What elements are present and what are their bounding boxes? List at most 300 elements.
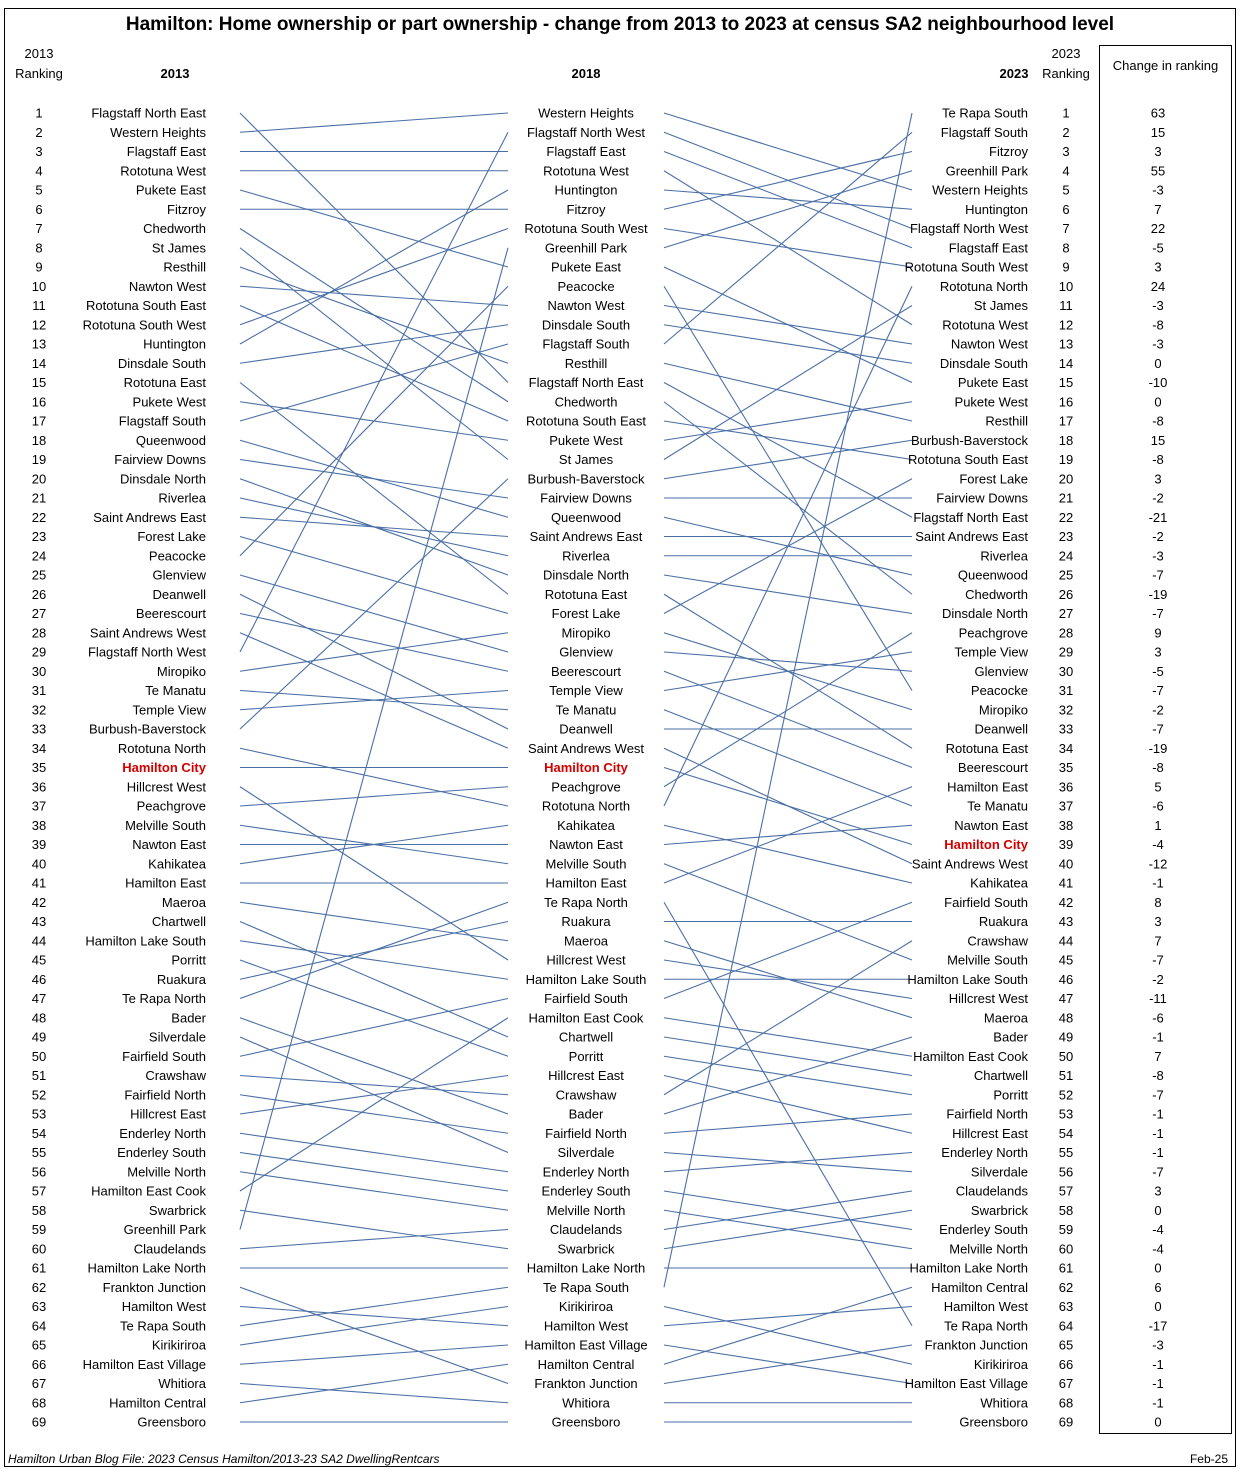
rank-2023-label: 2 <box>1062 124 1070 140</box>
name-2013-label: Whitiora <box>158 1376 206 1391</box>
name-2023-label: Rototuna South West <box>904 259 1028 275</box>
connector-2018-2023 <box>664 402 912 441</box>
rank-2013-label: 6 <box>35 201 43 217</box>
name-2018-label: Flagstaff East <box>546 144 626 159</box>
change-value-label: -2 <box>1152 702 1164 718</box>
name-2013-label: Dinsdale North <box>120 471 206 487</box>
rank-2023-label: 45 <box>1058 952 1074 968</box>
rank-2013-label: 54 <box>31 1125 47 1141</box>
name-2018-label: Hamilton Lake North <box>526 1260 646 1276</box>
name-2018-label: Glenview <box>559 644 613 660</box>
rank-2023-label: 42 <box>1058 894 1074 910</box>
change-value-label: 8 <box>1154 894 1162 910</box>
name-2023-label: Saint Andrews East <box>915 529 1028 544</box>
name-2018-label: Silverdale <box>557 1145 615 1160</box>
change-value-label: -4 <box>1152 1241 1164 1257</box>
name-2013-label: Flagstaff North West <box>87 644 206 660</box>
name-2023-label: Saint Andrews West <box>911 856 1028 872</box>
rank-2013-label: 63 <box>31 1299 47 1314</box>
name-2013-label: Fairview Downs <box>114 452 206 467</box>
name-2018-label: Queenwood <box>550 509 622 525</box>
name-2018-label: St James <box>558 452 614 467</box>
name-2023-label: Hillcrest East <box>952 1125 1028 1141</box>
change-value-label: 3 <box>1154 259 1162 275</box>
connector-2018-2023 <box>664 421 912 460</box>
name-2018-label: Flagstaff North East <box>528 375 644 390</box>
rank-2023-label: 5 <box>1062 182 1070 198</box>
name-2013-label: Rototuna East <box>123 375 206 390</box>
rank-2013-label: 66 <box>31 1356 47 1372</box>
rank-2023-label: 25 <box>1058 567 1074 583</box>
name-2023-label: Kahikatea <box>970 875 1028 891</box>
change-value-label: -7 <box>1152 1087 1164 1103</box>
rank-2023-label: 6 <box>1062 201 1070 217</box>
change-value-label: -8 <box>1152 760 1164 775</box>
rank-2023-label: 55 <box>1058 1145 1074 1160</box>
name-2013-label: Fairfield North <box>124 1087 206 1103</box>
rank-2013-label: 16 <box>31 394 47 410</box>
connector-2013-2018 <box>240 286 508 305</box>
name-2023-label: Flagstaff North West <box>909 221 1028 236</box>
rank-2013-label: 48 <box>31 1010 47 1026</box>
name-2013-label: Fairfield South <box>122 1048 206 1064</box>
name-2018-label: Dinsdale North <box>543 567 629 583</box>
rank-2013-label: 28 <box>31 625 47 641</box>
name-2018-label: Fitzroy <box>566 201 606 217</box>
name-2023-label: Enderley North <box>941 1145 1028 1160</box>
rank-2023-label: 15 <box>1058 375 1074 390</box>
rank-2013-label: 9 <box>35 259 43 275</box>
rank-2013-label: 67 <box>31 1376 47 1391</box>
name-2013-label: Western Heights <box>110 124 206 140</box>
change-value-label: -3 <box>1152 1337 1164 1353</box>
rank-2013-label: 14 <box>31 355 47 371</box>
name-2023-label: Chartwell <box>973 1068 1028 1083</box>
name-2023-label: Silverdale <box>970 1164 1028 1180</box>
change-value-label: -6 <box>1152 1010 1164 1026</box>
connector-2013-2018 <box>240 1364 508 1403</box>
rank-2013-label: 46 <box>31 971 47 987</box>
name-2018-label: Melville North <box>546 1202 626 1218</box>
connector-2018-2023 <box>664 113 912 1287</box>
connector-2018-2023 <box>664 1076 912 1134</box>
change-value-label: 63 <box>1150 105 1166 121</box>
rank-2023-label: 56 <box>1058 1164 1074 1180</box>
rank-2013-label: 57 <box>31 1183 47 1199</box>
name-2018-label: Melville South <box>545 856 627 872</box>
name-2013-label: Hamilton East <box>125 875 206 891</box>
rank-2023-label: 47 <box>1058 991 1074 1006</box>
rank-2013-label: 17 <box>31 413 47 429</box>
name-2018-label: Huntington <box>554 182 618 198</box>
name-2018-label: Porritt <box>568 1048 604 1064</box>
rank-2013-label: 11 <box>32 298 46 313</box>
change-value-label: -1 <box>1152 1145 1164 1160</box>
name-2013-label: Claudelands <box>133 1241 206 1257</box>
rank-2023-label: 7 <box>1062 221 1070 236</box>
rank-2013-label: 37 <box>31 798 47 814</box>
rank-2013-label: 21 <box>31 490 47 506</box>
connector-2013-2018 <box>240 787 508 806</box>
name-2013-label: Pukete West <box>132 394 206 410</box>
connector-2018-2023 <box>664 864 912 960</box>
name-2013-label: Porritt <box>171 952 206 968</box>
rank-2023-label: 62 <box>1058 1279 1074 1295</box>
name-2013-label: Saint Andrews West <box>89 625 206 641</box>
name-2013-label: Fitzroy <box>167 201 206 217</box>
change-value-label: -1 <box>1152 875 1164 891</box>
rank-2023-label: 14 <box>1058 355 1074 371</box>
name-2013-label: Rototuna South East <box>86 298 206 313</box>
chart-title: Hamilton: Home ownership or part ownership - change from 2013 to 2023 at census SA2 neighbourhood level <box>125 14 1115 35</box>
change-value-label: -1 <box>1152 1395 1164 1411</box>
rank-2023-label: 9 <box>1062 259 1070 275</box>
change-value-label: 55 <box>1150 163 1166 179</box>
rank-2013-label: 3 <box>35 144 43 159</box>
name-2013-label: Pukete East <box>135 182 206 198</box>
name-2023-label: Hamilton West <box>943 1299 1028 1314</box>
name-2023-label: Te Rapa North <box>944 1318 1028 1334</box>
name-2023-label: Rototuna South East <box>908 452 1028 467</box>
rank-2013-label: 40 <box>31 856 47 872</box>
name-2023-label: Te Manatu <box>967 798 1028 814</box>
name-2018-label: Claudelands <box>549 1222 623 1237</box>
name-2023-label: Rototuna North <box>939 278 1028 294</box>
rank-2013-label: 13 <box>31 336 47 352</box>
name-2013-label: Hamilton Central <box>109 1395 206 1411</box>
name-2013-label: Hillcrest East <box>130 1106 206 1122</box>
name-2023-label: Ruakura <box>978 914 1028 929</box>
connector-2013-2018 <box>240 999 508 1057</box>
name-2023-label: Resthill <box>985 413 1028 429</box>
name-2013-label: Nawton West <box>128 278 206 294</box>
name-2023-label: Chedworth <box>965 586 1028 602</box>
rank-2023-label: 66 <box>1058 1356 1074 1372</box>
rank-2013-label: 33 <box>31 721 47 737</box>
name-2013-label: Melville South <box>125 817 206 833</box>
name-2023-label: Crawshaw <box>967 933 1028 949</box>
rank-2023-label: 48 <box>1058 1010 1074 1026</box>
rank-2023-label: 43 <box>1058 914 1074 929</box>
rank-2013-label: 34 <box>31 740 47 756</box>
connector-2018-2023 <box>664 633 912 787</box>
name-2013-label: Enderley South <box>117 1145 206 1160</box>
rank-2023-label: 36 <box>1058 779 1074 795</box>
name-2023-label: Flagstaff North East <box>913 509 1028 525</box>
name-2013-label: Temple View <box>132 702 206 718</box>
connector-2013-2018 <box>240 1287 508 1326</box>
name-2018-label: Hamilton Central <box>537 1356 635 1372</box>
rank-2023-label: 4 <box>1062 163 1070 179</box>
name-2013-label: Hamilton West <box>121 1299 206 1314</box>
name-2018-label: Bader <box>568 1106 604 1122</box>
rank-2013-label: 51 <box>31 1068 47 1083</box>
rank-2023-label: 61 <box>1058 1260 1074 1276</box>
change-value-label: -2 <box>1152 529 1164 544</box>
rank-2023-label: 49 <box>1058 1029 1074 1045</box>
rank-2013-label: 25 <box>31 567 47 583</box>
name-2023-label: Hamilton Central <box>931 1279 1028 1295</box>
name-2013-label: Riverlea <box>158 490 206 506</box>
name-2023-label: Fairfield North <box>946 1106 1028 1122</box>
change-value-label: -7 <box>1152 1164 1164 1180</box>
connector-2013-2018 <box>240 1384 508 1403</box>
connector-2013-2018 <box>240 902 508 998</box>
change-value-label: -1 <box>1152 1356 1164 1372</box>
name-2023-label: Beerescourt <box>957 760 1028 775</box>
name-2013-label: Ruakura <box>156 971 206 987</box>
change-value-label: 0 <box>1154 1202 1162 1218</box>
connector-2013-2018 <box>240 1307 508 1326</box>
rank-2013-label: 53 <box>31 1106 47 1122</box>
rank-2013-label: 44 <box>31 933 47 949</box>
rank-2023-label: 60 <box>1058 1241 1074 1257</box>
rank-2023-label: 64 <box>1058 1318 1074 1334</box>
rank-2023-label: 40 <box>1058 856 1074 872</box>
name-2018-label: Hamilton West <box>543 1318 629 1334</box>
rank-2023-label: 59 <box>1058 1222 1074 1237</box>
change-value-label: 3 <box>1154 144 1162 159</box>
name-2018-label: Western Heights <box>538 105 634 121</box>
connector-2018-2023 <box>664 383 912 518</box>
name-2018-label: Hamilton City <box>544 760 628 775</box>
name-2023-label: Temple View <box>954 644 1028 660</box>
rank-2023-label: 21 <box>1058 490 1074 506</box>
change-value-label: 5 <box>1154 779 1162 795</box>
connector-2018-2023 <box>664 1018 912 1057</box>
connector-2013-2018 <box>240 1076 508 1095</box>
connector-2013-2018 <box>240 1172 508 1211</box>
connector-2018-2023 <box>664 1037 912 1114</box>
connector-2013-2018 <box>240 286 508 556</box>
name-2018-label: Te Rapa North <box>544 894 628 910</box>
rank-2013-label: 32 <box>31 702 47 718</box>
change-value-label: -5 <box>1152 663 1164 679</box>
rank-2023-label: 52 <box>1058 1087 1074 1103</box>
connector-2013-2018 <box>240 248 508 1230</box>
name-2013-label: Te Manatu <box>145 683 206 698</box>
name-2018-label: Hamilton Lake South <box>525 971 647 987</box>
name-2023-label: Greensboro <box>959 1414 1028 1430</box>
name-2018-label: Temple View <box>549 683 623 698</box>
name-2018-label: Rototuna West <box>543 163 629 179</box>
rank-2013-label: 23 <box>31 529 47 544</box>
name-2023-label: Frankton Junction <box>924 1337 1028 1353</box>
name-2018-label: Whitiora <box>562 1395 610 1411</box>
name-2023-label: Maeroa <box>983 1010 1028 1026</box>
name-2018-label: Maeroa <box>563 933 609 949</box>
rank-2013-label: 30 <box>31 663 47 679</box>
name-2023-label: Hamilton Lake North <box>909 1260 1028 1276</box>
rank-2023-label: 3 <box>1062 144 1070 159</box>
name-2023-label: Deanwell <box>974 721 1028 737</box>
connector-2018-2023 <box>664 1114 912 1133</box>
rank-2023-label: 31 <box>1058 683 1074 698</box>
name-2023-label: Hamilton Lake South <box>907 971 1028 987</box>
name-2018-label: Nawton West <box>547 298 625 313</box>
rank-2023-label: 20 <box>1058 471 1074 487</box>
rank-2023-label: 17 <box>1058 413 1074 429</box>
change-value-label: -1 <box>1152 1376 1164 1391</box>
name-2023-label: Dinsdale North <box>942 606 1028 621</box>
name-2013-label: Greensboro <box>137 1414 206 1430</box>
rank-2023-label: 50 <box>1058 1048 1074 1064</box>
name-2013-label: Miropiko <box>156 663 206 679</box>
change-value-label: 0 <box>1154 394 1162 410</box>
rank-2023-label: 51 <box>1058 1068 1074 1083</box>
name-2023-label: Nawton East <box>954 817 1028 833</box>
change-value-label: 0 <box>1154 1260 1162 1276</box>
connector-2013-2018 <box>240 479 508 729</box>
name-2023-label: Claudelands <box>955 1183 1028 1199</box>
change-value-label: -12 <box>1148 856 1168 872</box>
name-2013-label: Rototuna West <box>120 163 206 179</box>
connector-2018-2023 <box>664 363 912 421</box>
name-2018-label: Deanwell <box>559 721 613 737</box>
rank-2013-label: 27 <box>31 606 47 621</box>
connector-2013-2018 <box>240 229 508 325</box>
name-2023-label: Te Rapa South <box>941 105 1028 121</box>
connector-2018-2023 <box>664 671 912 767</box>
name-2013-label: Flagstaff East <box>126 144 206 159</box>
rank-2023-label: 46 <box>1058 971 1074 987</box>
name-2023-label: Nawton West <box>950 336 1028 352</box>
connector-2013-2018 <box>240 1133 508 1172</box>
connector-2018-2023 <box>664 902 912 998</box>
rank-2023-label: 30 <box>1058 663 1074 679</box>
name-2013-label: Hamilton East Cook <box>91 1183 206 1199</box>
connector-2018-2023 <box>664 1307 912 1326</box>
name-2013-label: Enderley North <box>119 1125 206 1141</box>
change-value-label: -6 <box>1152 798 1164 814</box>
name-2023-label: Queenwood <box>957 567 1028 583</box>
rank-2023-label: 35 <box>1058 760 1074 775</box>
rank-2013-label: 42 <box>31 894 47 910</box>
connector-2013-2018 <box>240 344 508 421</box>
rank-2013-label: 59 <box>31 1222 47 1237</box>
rank-2013-label: 49 <box>31 1029 47 1045</box>
name-2023-label: Kirikiriroa <box>973 1356 1028 1372</box>
col-2013-header: 2013 <box>160 66 190 81</box>
connector-2018-2023 <box>664 229 912 268</box>
name-2023-label: Glenview <box>974 663 1028 679</box>
name-2013-label: Crawshaw <box>145 1068 206 1083</box>
name-2023-label: Whitiora <box>980 1395 1028 1411</box>
connector-2013-2018 <box>240 190 508 267</box>
rank-2023-label: 11 <box>1059 298 1073 313</box>
name-2018-label: Beerescourt <box>550 663 622 679</box>
rank-2013-label: 50 <box>31 1048 47 1064</box>
change-value-label: 7 <box>1154 1048 1162 1064</box>
connector-2013-2018 <box>240 325 508 364</box>
rank-2013-label: 62 <box>31 1279 47 1295</box>
change-value-label: -8 <box>1152 452 1164 467</box>
name-2013-label: Melville North <box>127 1164 206 1180</box>
rank-2013-label: 47 <box>31 991 47 1006</box>
name-2023-label: Flagstaff South <box>940 124 1028 140</box>
rank-2013-label: 12 <box>31 317 47 333</box>
name-2023-label: Hamilton East Village <box>904 1376 1028 1391</box>
connector-2013-2018 <box>240 460 508 499</box>
change-value-label: 22 <box>1150 221 1166 236</box>
connector-2018-2023 <box>664 286 912 806</box>
name-2018-label: Ruakura <box>561 914 611 929</box>
connector-2013-2018 <box>240 594 508 729</box>
name-2023-label: Fairfield South <box>944 894 1028 910</box>
rank-2023-label: 38 <box>1058 817 1074 833</box>
change-value-label: -21 <box>1148 509 1168 525</box>
rank-2013-label: 4 <box>35 163 43 179</box>
change-value-label: -17 <box>1148 1318 1168 1334</box>
footer-date: Feb-25 <box>1189 1452 1228 1466</box>
name-2013-label: Maeroa <box>161 894 206 910</box>
name-2023-label: Bader <box>993 1029 1028 1045</box>
name-2018-label: Enderley North <box>542 1164 630 1180</box>
connector-2013-2018 <box>240 633 508 672</box>
change-value-label: -7 <box>1152 721 1164 737</box>
name-2018-label: Saint Andrews West <box>527 740 645 756</box>
name-2023-label: Pukete East <box>957 375 1028 390</box>
name-2018-label: Nawton East <box>549 837 623 852</box>
connector-2013-2018 <box>240 1287 508 1383</box>
rank-2013-label: 18 <box>31 432 47 448</box>
name-2013-label: Kahikatea <box>148 856 206 872</box>
rank-2013-label: 69 <box>31 1414 47 1430</box>
name-2018-label: Chartwell <box>558 1029 614 1045</box>
rank-2023-label: 10 <box>1058 278 1074 294</box>
connector-2018-2023 <box>664 440 912 479</box>
name-2023-label: Miropiko <box>978 702 1028 718</box>
name-2018-label: Resthill <box>564 355 608 371</box>
rank-2023-label: 18 <box>1058 432 1074 448</box>
connector-2018-2023 <box>664 710 912 806</box>
name-2013-label: Rototuna South West <box>82 317 206 333</box>
change-value-label: -19 <box>1148 586 1168 602</box>
change-value-label: -4 <box>1152 837 1164 852</box>
name-2023-label: Pukete West <box>954 394 1028 410</box>
connector-2018-2023 <box>664 1307 912 1365</box>
name-2018-label: Enderley South <box>541 1183 631 1199</box>
name-2023-label: Hamilton East <box>947 779 1028 795</box>
name-2023-label: Greenhill Park <box>945 163 1028 179</box>
rank-2013-label: 45 <box>31 952 47 968</box>
change-value-label: 15 <box>1150 124 1166 140</box>
connector-2013-2018 <box>240 1153 508 1192</box>
name-2018-label: Kirikiriroa <box>558 1299 614 1314</box>
rank-2023-label: 54 <box>1058 1125 1074 1141</box>
name-2013-label: Dinsdale South <box>117 355 206 371</box>
rank-2023-label: 8 <box>1062 240 1070 256</box>
name-2018-label: Riverlea <box>562 548 610 564</box>
name-2013-label: Nawton East <box>132 837 206 852</box>
name-2018-label: Rototuna North <box>541 798 631 814</box>
name-2018-label: Hamilton East Cook <box>528 1010 644 1026</box>
connector-2013-2018 <box>240 1345 508 1364</box>
rank-2023-label: 16 <box>1058 394 1074 410</box>
name-2013-label: Hamilton City <box>122 760 206 775</box>
rank-2023-label: 53 <box>1058 1106 1074 1122</box>
change-value-label: -7 <box>1152 683 1164 698</box>
name-2013-label: Burbush-Baverstock <box>88 721 206 737</box>
name-2023-label: Rototuna West <box>942 317 1028 333</box>
name-2023-label: Melville North <box>949 1241 1028 1257</box>
name-2013-label: Chedworth <box>143 221 206 236</box>
connector-2013-2018 <box>240 902 508 941</box>
rank-2023-label: 19 <box>1058 452 1074 467</box>
name-2013-label: Rototuna North <box>117 740 206 756</box>
change-value-label: -1 <box>1152 1029 1164 1045</box>
rank-2013-label: 55 <box>31 1145 47 1160</box>
